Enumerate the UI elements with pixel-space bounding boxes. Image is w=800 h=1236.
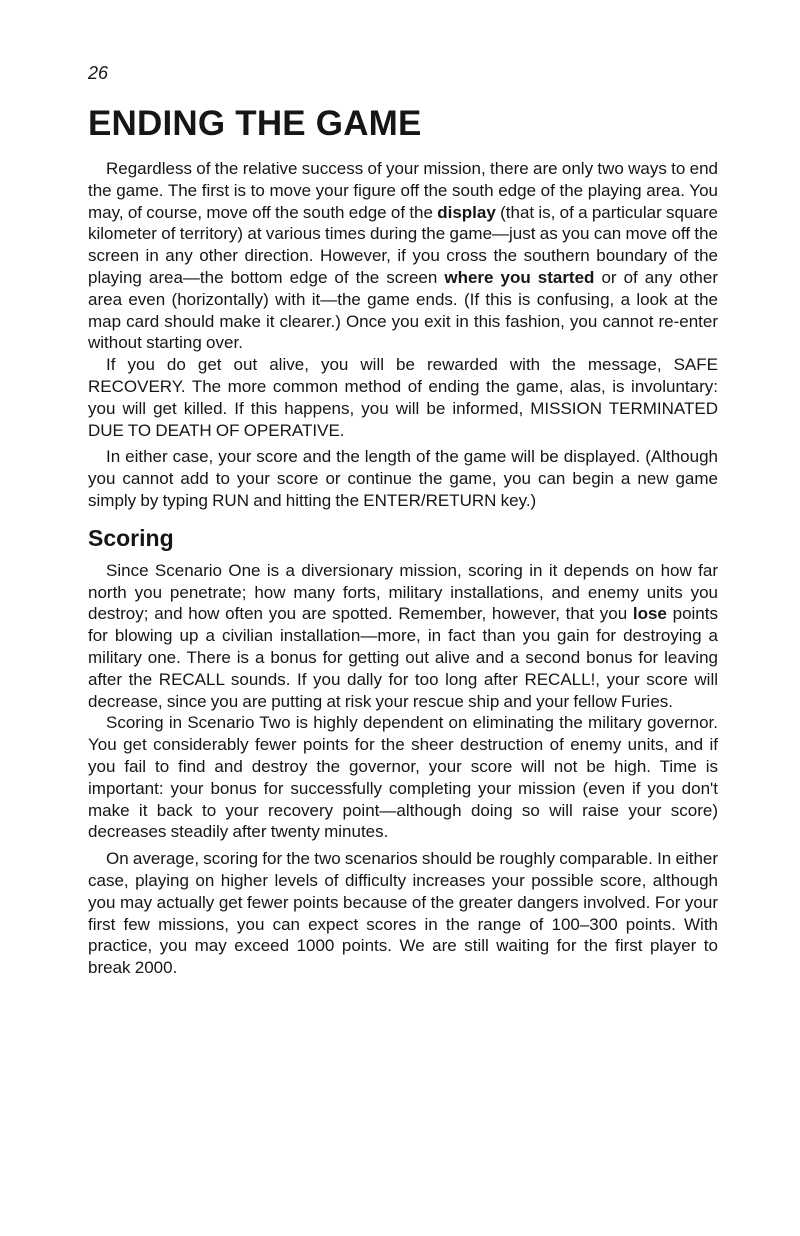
- paragraph-text: points for blowing up a civilian installation—more, in fact than you gain for destroying a military one. There is a bonus for getting out alive and a second bonus for leaving after the RECALL sounds. If you dally for too long after RECALL!, your score will decrease, since you are putting at risk your rescue ship and your fellow Furies.: [88, 604, 718, 711]
- paragraph: [88, 354, 718, 441]
- paragraph-text: On average, scoring for the two scenarios should be roughly comparable. In either case, playing on higher levels of difficulty increases your possible score, although you may actually get fewer points because of the greater dangers involved. For your first few missions, you can expect scores in the range of 100–300 points. With practice, you may exceed 1000 points. We are still waiting for the first player to break 2000.: [88, 849, 719, 978]
- paragraph-text: In either case, your score and the length of the game will be displayed. (Although you cannot add to your score or continue the game, you can begin a new game simply by typing RUN and hitting the ENTER/RETURN key.): [88, 447, 718, 510]
- paragraph-text: Regardless of the relative success of your mission, there are only two ways to end the game. The first is to move your figure off the south edge of the playing area. You may, of course, move off the south edge of the: [88, 159, 718, 222]
- document-page: [88, 62, 718, 979]
- page-number: 26: [88, 63, 109, 83]
- ending-paragraphs: [88, 158, 718, 512]
- paragraph-text: Since Scenario One is a diversionary mission, scoring in it depends on how far north you penetrate; how many forts, military installations, and enemy units you destroy; and how often you are spotted. Remember, however, that you: [88, 560, 718, 624]
- paragraph-text: If you do get out alive, you will be rewarded with the message, SAFE RECOVERY. The more common method of ending the game, alas, is involuntary: you will get killed. If this happens, you will be informed, MISSION TERMINATED DUE TO DEATH OF OPERATIVE.: [88, 355, 718, 440]
- scoring-paragraphs: [88, 560, 718, 979]
- paragraph: [88, 446, 718, 511]
- section-ending: [88, 158, 718, 512]
- emphasis-text: display: [437, 202, 496, 222]
- paragraph: [88, 158, 718, 354]
- section-title-scoring: Scoring: [88, 524, 174, 551]
- section-scoring: [88, 524, 718, 979]
- paragraph-text: (that is, of a particular square kilometer of territory) at various times during the game—just as you can move off the screen in any other direction. However, if you cross the southern boundary of the playing area—the bottom edge of the screen: [88, 202, 718, 287]
- paragraph-text: Scoring in Scenario Two is highly dependent on eliminating the military governor. You get considerably fewer points for the sheer destruction of enemy units, and if you fail to find and destroy the governor, your score will not be high. Time is important: your bonus for successfully completing your mission (even if you don't make it back to your recovery point—although doing so will raise your score) decreases steadily after twenty minutes.: [88, 713, 718, 842]
- emphasis-text: where you started: [444, 267, 595, 287]
- emphasis-text: lose: [632, 604, 667, 624]
- paragraph: [88, 712, 718, 843]
- paragraph-text: or of any other area even (horizontally) with it—the game ends. (If this is confusing, a look at the map card should make it clearer.) Once you exit in this fashion, you cannot re-enter without starting over.: [88, 267, 718, 353]
- paragraph: [88, 848, 718, 979]
- paragraph: [88, 560, 718, 713]
- page-title: ENDING THE GAME: [88, 104, 422, 143]
